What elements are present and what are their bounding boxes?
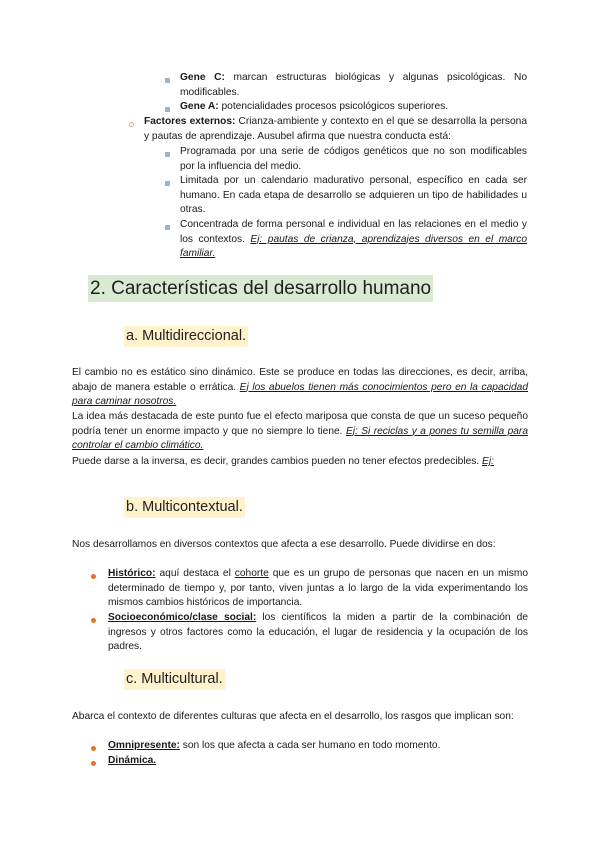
- square-bullet-icon: [165, 152, 170, 157]
- paragraph: [72, 710, 528, 725]
- paragraph: [72, 366, 528, 410]
- round-bullet-icon: [91, 574, 96, 579]
- gene-c-text: marcan estructuras biológicas y algunas psicológicas. No modificables.: [180, 72, 528, 98]
- gene-a-item: [180, 100, 527, 115]
- paragraph-text: La idea más destacada de este punto fue el efecto mariposa que consta de que un suceso pequeño podría tener un enorme impacto y que no siempre lo tiene.: [72, 411, 528, 437]
- gene-c-item: [180, 71, 527, 100]
- square-bullet-icon: [165, 107, 170, 112]
- paragraph-text: Abarca el contexto de diferentes culturas que afecta en el desarrollo, los rasgos que implican son:: [72, 711, 514, 722]
- sub-item-text: Limitada por un calendario madurativo personal, específico en cada ser humano. En cada etapa de desarrollo se adquieren un tipo de habilidades u otras.: [180, 175, 527, 216]
- list-item: [108, 754, 528, 769]
- paragraph: [72, 410, 528, 454]
- sub-item-text: Concentrada de forma personal e individual en las relaciones en el medio y los contextos.: [180, 219, 527, 245]
- subsection-heading-a: a. Multidireccional.: [124, 326, 248, 347]
- paragraph: [72, 455, 528, 470]
- list-item-text: aquí destaca el: [155, 568, 235, 579]
- round-bullet-icon: [91, 746, 96, 751]
- list-item-text: los científicos la miden a partir de la combinación de ingresos y otros factores como la educación, el lugar de residencia y la ocupación de los padres.: [108, 612, 528, 653]
- list-item: [108, 611, 528, 655]
- subsection-heading-b: b. Multicontextual.: [124, 497, 245, 518]
- list-item: [108, 567, 528, 611]
- factores-text: Crianza-ambiente y contexto en el que se desarrolla la persona y pautas de aprendizaje. Ausubel afirma que nuestra conducta está:: [144, 116, 528, 142]
- gene-a-label: Gene A:: [180, 101, 219, 112]
- example-text: Ej los abuelos tienen más conocimientos pero en la capacidad para caminar nosotros.: [72, 381, 528, 408]
- list-item: [108, 739, 528, 754]
- subsection-heading-c: c. Multicultural.: [124, 669, 225, 690]
- gene-c-label: Gene C:: [180, 72, 225, 83]
- paragraph-text: Puede darse a la inversa, es decir, grandes cambios pueden no tener efectos predecibles.: [72, 456, 483, 467]
- list-item-label: Dinámica.: [108, 755, 157, 766]
- factores-item: [144, 115, 527, 144]
- round-bullet-icon: [91, 761, 96, 766]
- square-bullet-icon: [165, 78, 170, 83]
- list-item-text: son los que afecta a cada ser humano en todo momento.: [179, 740, 441, 751]
- sub-item: [180, 145, 527, 174]
- sub-item: [180, 218, 527, 262]
- example-text: Ej:: [482, 456, 494, 467]
- sub-item-text: Programada por una serie de códigos genéticos que no son modificables por la influencia del medio.: [180, 146, 527, 172]
- example-text: Ej: pautas de crianza, aprendizajes diversos en el marco familiar.: [180, 233, 527, 260]
- circle-bullet-icon: [129, 122, 134, 127]
- factores-label: Factores externos:: [144, 116, 236, 127]
- list-item-label: Histórico:: [108, 568, 156, 579]
- cohorte-term: cohorte: [234, 568, 269, 579]
- list-item-label: Omnipresente:: [108, 740, 180, 751]
- list-item-label: Socioeconómico/clase social:: [108, 612, 257, 623]
- gene-a-text: potencialidades procesos psicológicos superiores.: [218, 101, 449, 112]
- list-item-text: que es un grupo de personas que nacen en un mismo determinado de tiempo y, por tanto, viven juntas a lo largo de la vida experimentando los mismos cambios históricos de importancia.: [108, 568, 528, 609]
- paragraph-text: El cambio no es estático sino dinámico. Este se produce en todas las direcciones, es decir, arriba, abajo de manera estable o errática.: [72, 367, 528, 393]
- square-bullet-icon: [165, 225, 170, 230]
- round-bullet-icon: [91, 618, 96, 623]
- paragraph: [72, 538, 528, 553]
- square-bullet-icon: [165, 181, 170, 186]
- sub-item: [180, 174, 527, 218]
- paragraph-text: Nos desarrollamos en diversos contextos que afecta a ese desarrollo. Puede dividirse en dos:: [72, 539, 496, 550]
- example-text: Ej: Si reciclas y a pones tu semilla para controlar el cambio climático.: [72, 425, 528, 452]
- section-heading: 2. Características del desarrollo humano: [88, 275, 433, 302]
